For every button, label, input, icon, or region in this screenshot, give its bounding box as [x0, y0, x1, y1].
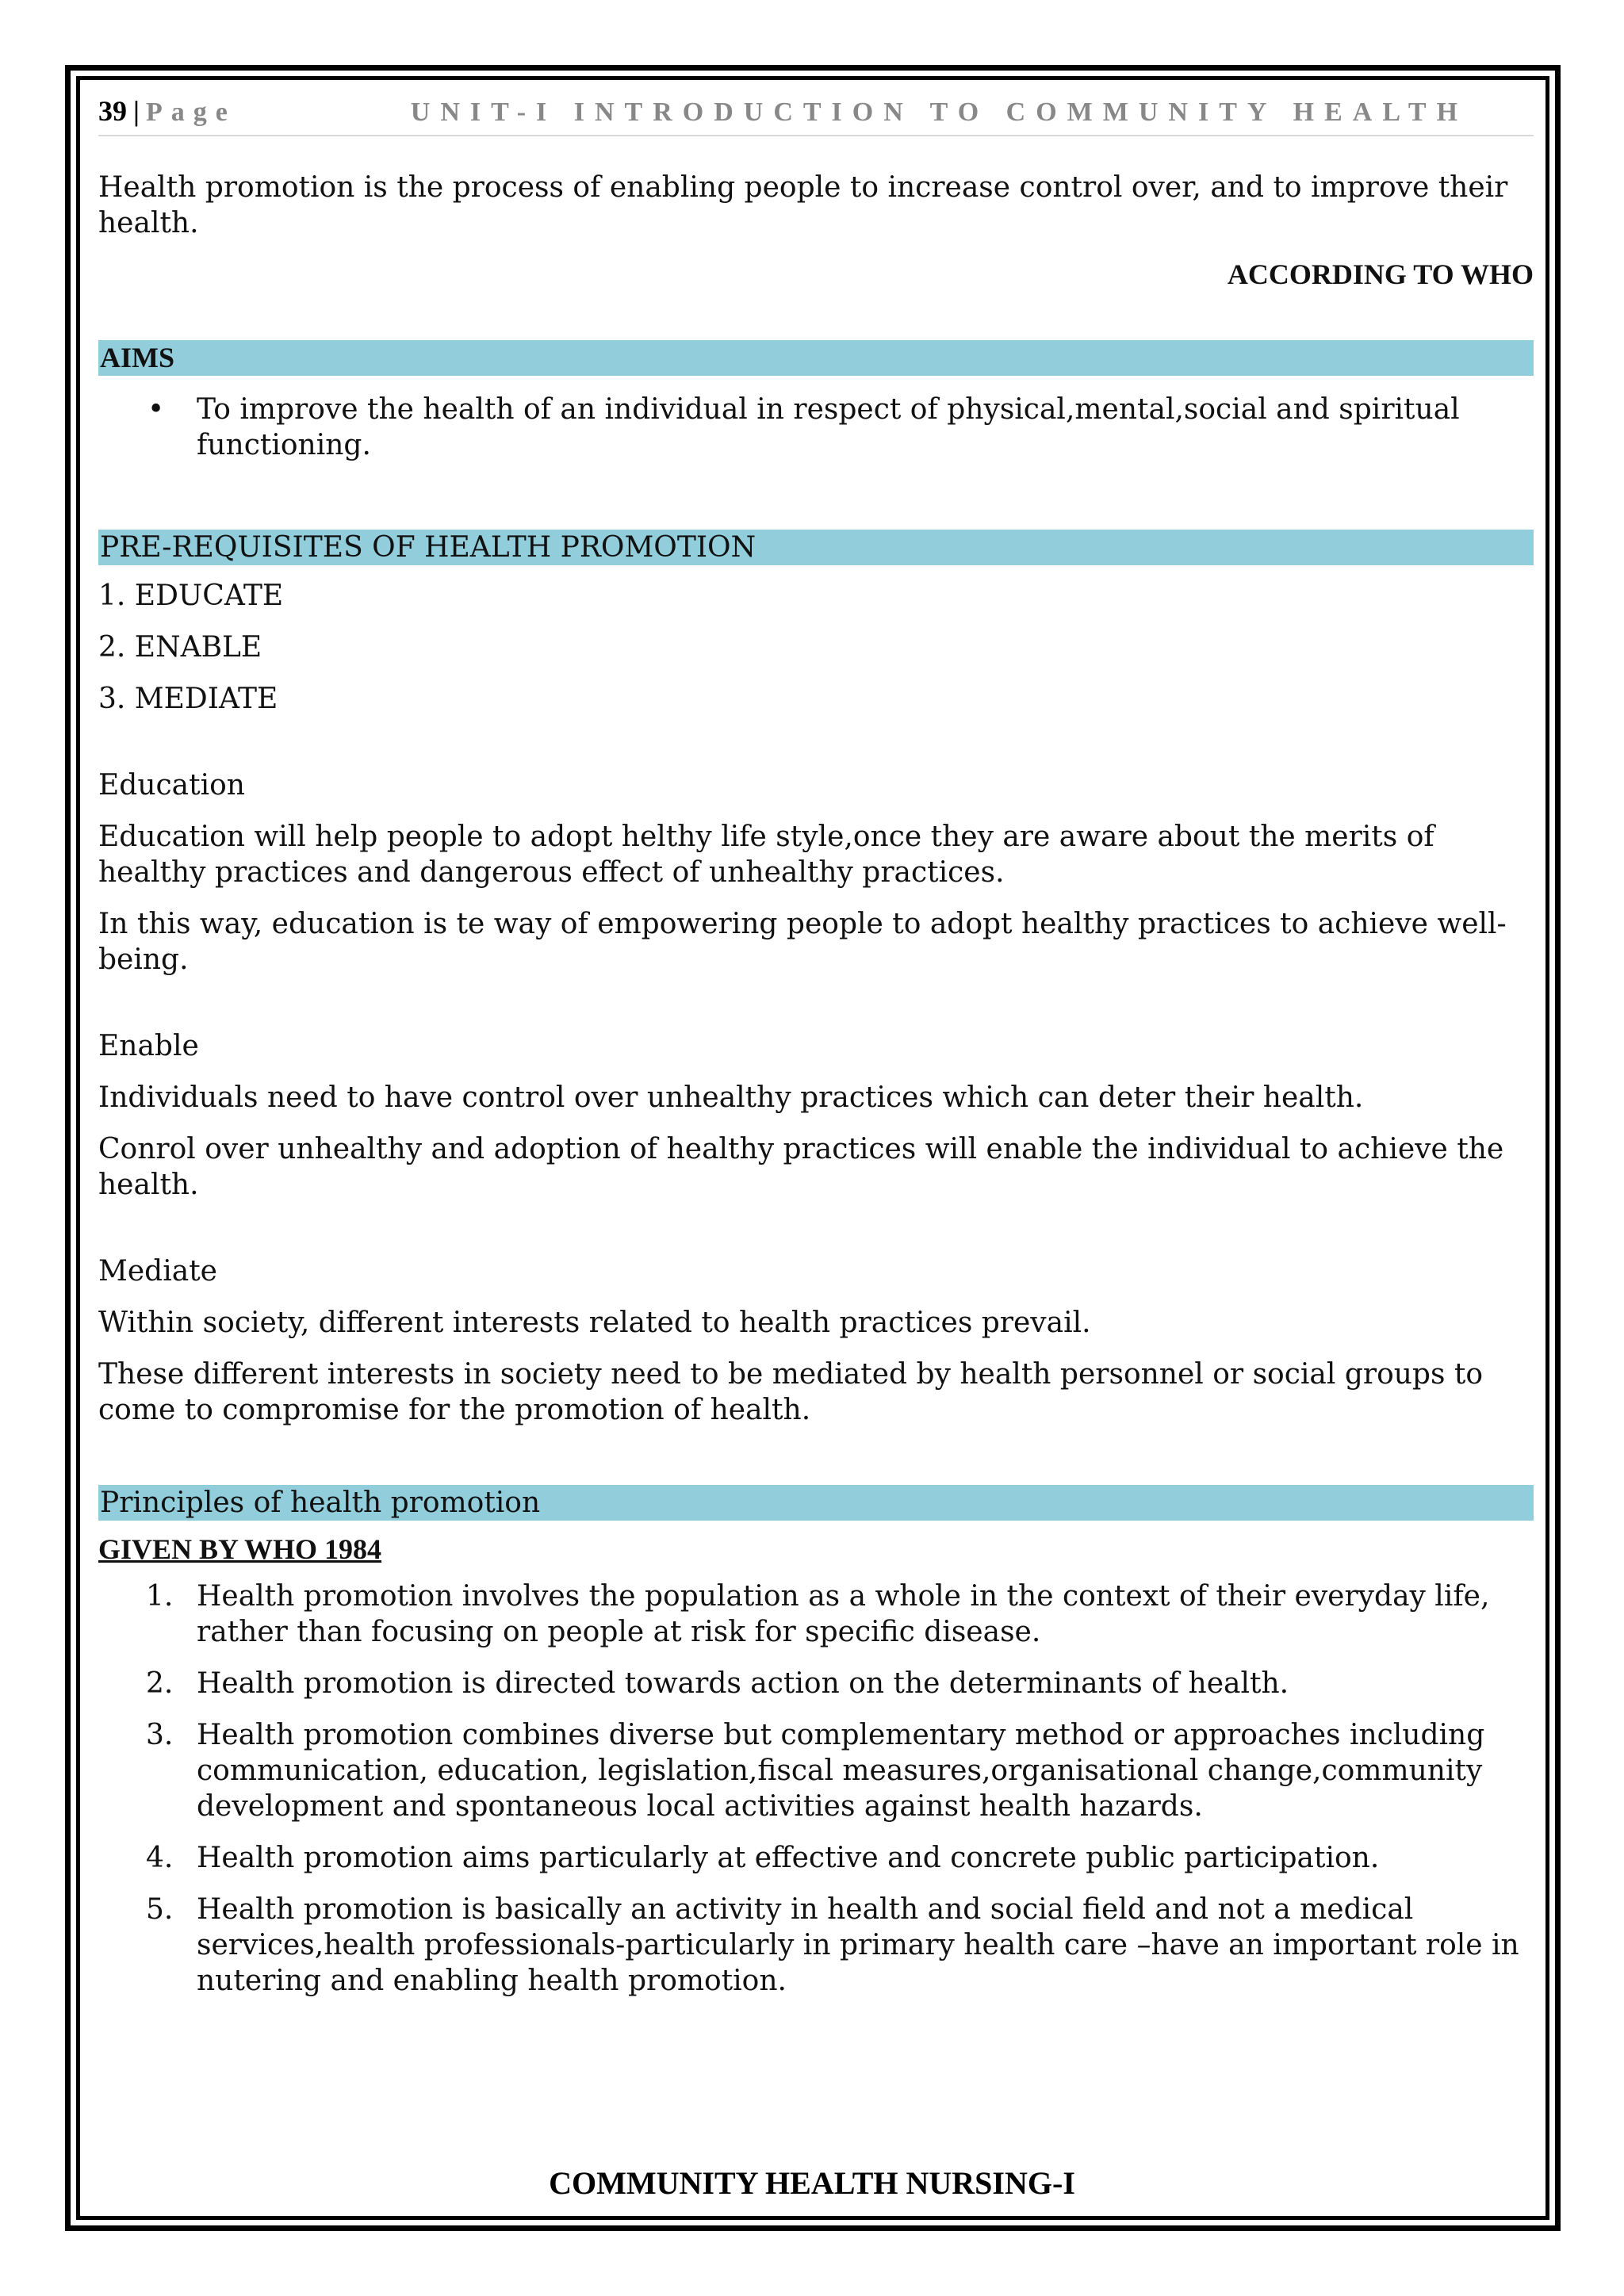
item-text: Health promotion combines diverse but complementary method or approaches including communication, education, legislation,fiscal measures,organisational change,community development and spontaneous local activities against health hazards.	[197, 1719, 1485, 1823]
page-label: Page	[145, 98, 236, 127]
enable-title: Enable	[98, 1030, 199, 1062]
page-number: 39	[98, 95, 127, 127]
principles-heading: Principles of health promotion	[98, 1485, 1534, 1521]
aims-heading: AIMS	[98, 340, 1534, 376]
header-separator: |	[133, 95, 140, 127]
item-text: Health promotion involves the population as a whole in the context of their everyday life, rather than focusing on people at risk for specific disease.	[197, 1580, 1490, 1648]
list-item	[98, 1578, 1534, 1650]
enable-paragraph: Individuals need to have control over unhealthy practices which can deter their health.	[98, 1081, 1364, 1114]
aims-bullet-text: To improve the health of an individual in respect of physical,mental,social and spiritual functioning.	[197, 393, 1460, 461]
item-number: 4.	[146, 1842, 174, 1874]
prerequisites-heading: PRE-REQUISITES OF HEALTH PROMOTION	[98, 530, 1534, 565]
unit-title: UNIT-I INTRODUCTION TO COMMUNITY HEALTH	[410, 98, 1469, 127]
aims-list	[98, 392, 1534, 463]
mediate-paragraph: Within society, different interests related to health practices prevail.	[98, 1307, 1091, 1339]
item-number: 3.	[146, 1719, 174, 1751]
page-content	[98, 94, 1534, 2015]
list-item	[98, 1892, 1534, 1999]
education-paragraph: Education will help people to adopt helthy life style,once they are aware about the merits of healthy practices and dangerous effect of unhealthy practices.	[98, 821, 1434, 889]
item-number: 2.	[146, 1667, 174, 1700]
list-item: 3. MEDIATE	[98, 683, 278, 715]
definition-text: Health promotion is the process of enabling people to increase control over, and to improve their health.	[98, 171, 1508, 239]
prerequisites-list	[98, 578, 1534, 717]
principles-subheading: GIVEN BY WHO 1984	[98, 1533, 382, 1565]
page-footer: COMMUNITY HEALTH NURSING-I	[549, 2165, 1075, 2201]
definition-attribution: ACCORDING TO WHO	[1227, 258, 1534, 290]
page-header	[98, 94, 1534, 136]
list-item: 2. ENABLE	[98, 631, 262, 664]
mediate-paragraph: These different interests in society need to be mediated by health personnel or social groups to come to compromise for the promotion of health.	[98, 1358, 1484, 1426]
list-item	[98, 1717, 1534, 1824]
list-item	[98, 1666, 1534, 1701]
education-paragraph: In this way, education is te way of empowering people to adopt healthy practices to achieve well-being.	[98, 908, 1507, 976]
principles-list	[98, 1578, 1534, 1999]
item-text: Health promotion is basically an activity in health and social field and not a medical services,health professionals-particularly in primary health care –have an important role in nutering and enabling health promotion.	[197, 1893, 1519, 1997]
list-item: 1. EDUCATE	[98, 580, 284, 612]
item-text: Health promotion is directed towards action on the determinants of health.	[197, 1667, 1289, 1700]
item-text: Health promotion aims particularly at effective and concrete public participation.	[197, 1842, 1380, 1874]
mediate-title: Mediate	[98, 1255, 217, 1288]
list-item	[98, 1840, 1534, 1876]
list-item	[98, 392, 1534, 463]
item-number: 5.	[146, 1893, 174, 1926]
item-number: 1.	[146, 1580, 174, 1613]
enable-paragraph: Conrol over unhealthy and adoption of healthy practices will enable the individual to achieve the health.	[98, 1133, 1504, 1201]
education-title: Education	[98, 769, 245, 802]
bullet-icon: •	[147, 393, 165, 426]
